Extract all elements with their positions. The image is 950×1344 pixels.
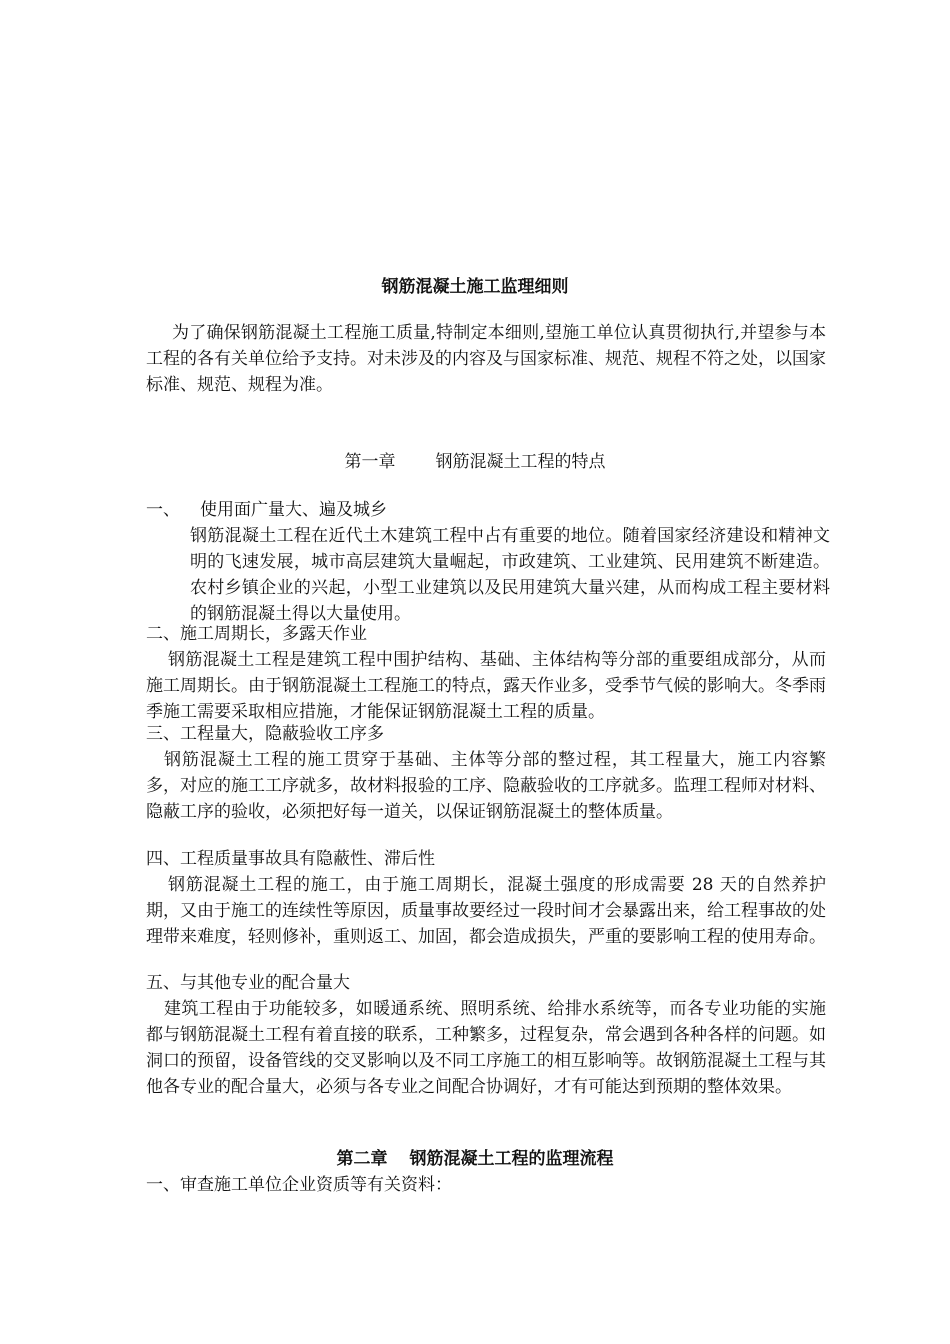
- section-2-body: 钢筋混凝土工程是建筑工程中围护结构、基础、主体结构等分部的重要组成部分，从而施工周期长。由于钢筋混凝土工程施工的特点，露天作业多，受季节气候的影响大。冬季雨季施工需要采取相应措施，才能保证钢筋混凝土工程的质量。: [146, 650, 826, 722]
- section-4-heading: 四、工程质量事故具有隐蔽性、滞后性: [146, 849, 435, 869]
- document-title: 钢筋混凝土施工监理细则: [381, 277, 569, 297]
- section-1-body: 钢筋混凝土工程在近代土木建筑工程中占有重要的地位。随着国家经济建设和精神文明的飞速发展，城市高层建筑大量崛起，市政建筑、工业建筑、民用建筑不断建造。农村乡镇企业的兴起，小型工业建筑以及民用建筑大量兴建，从而构成工程主要材料的钢筋混凝土得以大量使用。: [190, 526, 830, 624]
- chapter-1-number: 第一章: [344, 452, 396, 472]
- chapter-2-section-1-heading: 一、审查施工单位企业资质等有关资料：: [146, 1175, 452, 1195]
- intro-paragraph: 为了确保钢筋混凝土工程施工质量,特制定本细则,望施工单位认真贯彻执行,并望参与本工程的各有关单位给予支持。对未涉及的内容及与国家标准、规范、规程不符之处，以国家标准、规范、规程为准。: [146, 323, 826, 395]
- section-5-body: 建筑工程由于功能较多，如暖通系统、照明系统、给排水系统等，而各专业功能的实施都与钢筋混凝土工程有着直接的联系，工种繁多，过程复杂，常会遇到各种各样的问题。如洞口的预留，设备管线的交叉影响以及不同工序施工的相互影响等。故钢筋混凝土工程与其他各专业的配合量大，必须与各专业之间配合协调好，才有可能达到预期的整体效果。: [146, 999, 826, 1097]
- section-3-body: 钢筋混凝土工程的施工贯穿于基础、主体等分部的整过程，其工程量大，施工内容繁多，对应的施工工序就多，故材料报验的工序、隐蔽验收的工序就多。监理工程师对材料、隐蔽工序的验收，必须把好每一道关，以保证钢筋混凝土的整体质量。: [146, 750, 826, 822]
- section-5-heading: 五、与其他专业的配合量大: [146, 973, 350, 993]
- chapter-1-heading: [0, 449, 950, 475]
- chapter-2-title: 钢筋混凝土工程的监理流程: [409, 1149, 614, 1169]
- section-1-heading: [146, 497, 387, 523]
- section-4-body: 钢筋混凝土工程的施工，由于施工周期长，混凝土强度的形成需要 28 天的自然养护期，又由于施工的连续性等原因，质量事故要经过一段时间才会暴露出来，给工程事故的处理带来难度，轻则修补，重则返工、加固，都会造成损失，严重的要影响工程的使用寿命。: [146, 875, 826, 947]
- section-1-title: 使用面广量大、遍及城乡: [200, 500, 387, 520]
- chapter-1-title: 钢筋混凝土工程的特点: [435, 452, 606, 472]
- section-2-heading: 二、施工周期长，多露天作业: [146, 624, 367, 644]
- section-3-heading: 三、工程量大，隐蔽验收工序多: [146, 724, 384, 744]
- section-1-number: 一、: [146, 500, 180, 520]
- chapter-2-number: 第二章: [336, 1149, 388, 1169]
- chapter-2-heading: [0, 1146, 950, 1172]
